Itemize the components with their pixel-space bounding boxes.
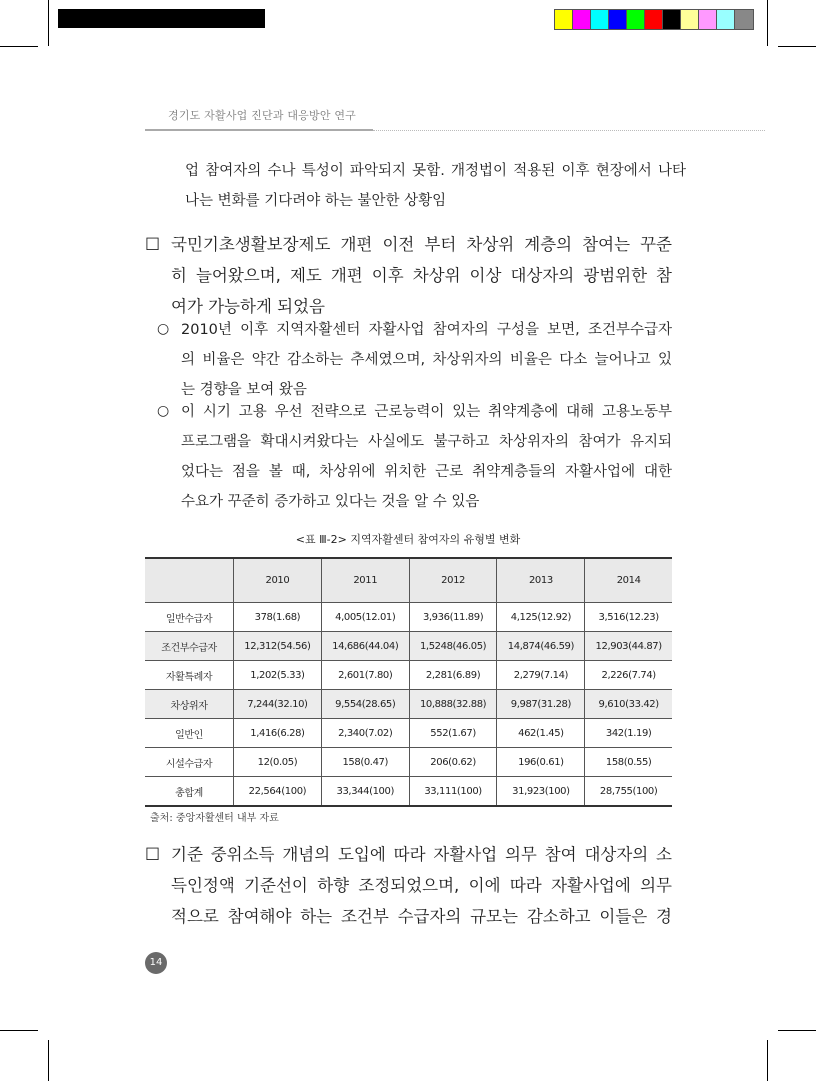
row-label: 차상위자 [145, 690, 234, 719]
table-cell: 158(0.55) [585, 748, 672, 777]
text-line: 여가 가능하게 되었음 [171, 297, 325, 316]
table-cell: 14,874(46.59) [497, 632, 585, 661]
row-label: 조건부수급자 [145, 632, 234, 661]
table-cell: 2,601(7.80) [321, 661, 409, 690]
text-line: 었다는 점을 볼 때, 차상위에 위치한 근로 취약계층들의 자활사업에 대한 [181, 464, 672, 480]
crop-mark [0, 1030, 38, 1031]
crop-mark [0, 46, 38, 47]
table-cell: 28,755(100) [585, 777, 672, 807]
page-number: 14 [145, 952, 167, 974]
table-cell: 342(1.19) [585, 719, 672, 748]
text-line: 히 늘어왔으며, 제도 개편 이후 차상위 이상 대상자의 광범위한 참 [171, 266, 672, 285]
row-label: 총합계 [145, 777, 234, 807]
column-header: 2014 [585, 558, 672, 603]
table-cell: 206(0.62) [409, 748, 497, 777]
table-cell: 2,279(7.14) [497, 661, 585, 690]
column-header: 2013 [497, 558, 585, 603]
table-cell: 378(1.68) [234, 603, 322, 632]
table-row [145, 661, 672, 690]
color-swatch [735, 10, 753, 29]
table-cell: 9,987(31.28) [497, 690, 585, 719]
square-bullet: □ [145, 843, 161, 862]
table-caption: <표 Ⅲ-2> 지역자활센터 참여자의 유형별 변화 [295, 533, 521, 546]
header-rule [145, 129, 373, 131]
table-cell: 2,226(7.74) [585, 661, 672, 690]
print-registration-bar [58, 9, 265, 28]
table-cell: 158(0.47) [321, 748, 409, 777]
table-row [145, 777, 672, 807]
text-line: 나는 변화를 기다려야 하는 불안한 상황임 [185, 193, 447, 209]
table-cell: 1,5248(46.05) [409, 632, 497, 661]
column-header: 2011 [321, 558, 409, 603]
running-header: 경기도 자활사업 진단과 대응방안 연구 [168, 109, 357, 122]
table-cell: 2,281(6.89) [409, 661, 497, 690]
table-cell: 2,340(7.02) [321, 719, 409, 748]
table-cell: 3,516(12.23) [585, 603, 672, 632]
table-row [145, 690, 672, 719]
crop-mark [48, 1040, 49, 1081]
table-cell: 12,312(54.56) [234, 632, 322, 661]
color-swatch [699, 10, 717, 29]
color-swatch [627, 10, 645, 29]
color-swatch [555, 10, 573, 29]
color-swatch [663, 10, 681, 29]
paragraph-sub [181, 315, 672, 405]
text-line: 득인정액 기준선이 하향 조정되었으며, 이에 따라 자활사업에 의무 [171, 876, 672, 895]
table-cell: 1,202(5.33) [234, 661, 322, 690]
table-cell: 552(1.67) [409, 719, 497, 748]
paragraph-main [171, 229, 672, 322]
text-line: 이 시기 고용 우선 전략으로 근로능력이 있는 취약계층에 대해 고용노동부 [181, 404, 672, 420]
table-cell: 33,111(100) [409, 777, 497, 807]
row-label: 일반인 [145, 719, 234, 748]
row-label: 시설수급자 [145, 748, 234, 777]
color-swatch [609, 10, 627, 29]
text-line: 는 경향을 보여 왔음 [181, 382, 307, 398]
table-cell: 4,005(12.01) [321, 603, 409, 632]
table-header-row [145, 558, 672, 603]
table-cell: 196(0.61) [497, 748, 585, 777]
text-line: 의 비율은 약간 감소하는 추세였으며, 차상위자의 비율은 다소 늘어나고 있 [181, 352, 672, 368]
table-cell: 12,903(44.87) [585, 632, 672, 661]
text-line: 프로그램을 확대시켜왔다는 사실에도 불구하고 차상위자의 참여가 유지되 [181, 434, 672, 450]
text-line: 2010년 이후 지역자활센터 자활사업 참여자의 구성을 보면, 조건부수급자 [181, 322, 672, 338]
color-swatch [681, 10, 699, 29]
table-cell: 10,888(32.88) [409, 690, 497, 719]
table-cell: 3,936(11.89) [409, 603, 497, 632]
color-swatch [573, 10, 591, 29]
paragraph-sub [181, 397, 672, 517]
table-cell: 31,923(100) [497, 777, 585, 807]
table-cell: 12(0.05) [234, 748, 322, 777]
circle-bullet: ○ [157, 403, 170, 419]
table-row [145, 719, 672, 748]
paragraph-main [171, 839, 672, 932]
crop-mark [767, 1040, 768, 1081]
text-line: 업 참여자의 수나 특성이 파악되지 못함. 개정법이 적용된 이후 현장에서 나타 [185, 163, 686, 179]
table-cell: 7,244(32.10) [234, 690, 322, 719]
table-cell: 22,564(100) [234, 777, 322, 807]
table-cell: 9,610(33.42) [585, 690, 672, 719]
color-swatch [591, 10, 609, 29]
text-line: 수요가 꾸준히 증가하고 있다는 것을 알 수 있음 [181, 494, 480, 510]
table-row [145, 748, 672, 777]
text-line: 적으로 참여해야 하는 조건부 수급자의 규모는 감소하고 이들은 경 [171, 907, 672, 926]
text-line: 기준 중위소득 개념의 도입에 따라 자활사업 의무 참여 대상자의 소 [171, 845, 672, 864]
crop-mark [48, 0, 49, 46]
row-label: 일반수급자 [145, 603, 234, 632]
table-row [145, 632, 672, 661]
color-swatch [717, 10, 735, 29]
table-cell: 4,125(12.92) [497, 603, 585, 632]
crop-mark [778, 46, 816, 47]
table-row [145, 603, 672, 632]
text-line: 국민기초생활보장제도 개편 이전 부터 차상위 계층의 참여는 꾸준 [171, 235, 672, 254]
table-cell: 14,686(44.04) [321, 632, 409, 661]
table-source-note: 출처: 중앙자활센터 내부 자료 [150, 813, 279, 824]
circle-bullet: ○ [157, 321, 170, 337]
table-cell: 462(1.45) [497, 719, 585, 748]
data-table [145, 557, 672, 807]
header-rule-dotted [373, 130, 765, 131]
color-calibration-strip [554, 9, 754, 30]
column-header [145, 558, 234, 603]
column-header: 2010 [234, 558, 322, 603]
row-label: 자활특례자 [145, 661, 234, 690]
table-cell: 9,554(28.65) [321, 690, 409, 719]
crop-mark [778, 1030, 816, 1031]
table-cell: 33,344(100) [321, 777, 409, 807]
crop-mark [767, 0, 768, 46]
paragraph-continuation [185, 156, 686, 216]
column-header: 2012 [409, 558, 497, 603]
table-cell: 1,416(6.28) [234, 719, 322, 748]
square-bullet: □ [145, 233, 161, 252]
color-swatch [645, 10, 663, 29]
